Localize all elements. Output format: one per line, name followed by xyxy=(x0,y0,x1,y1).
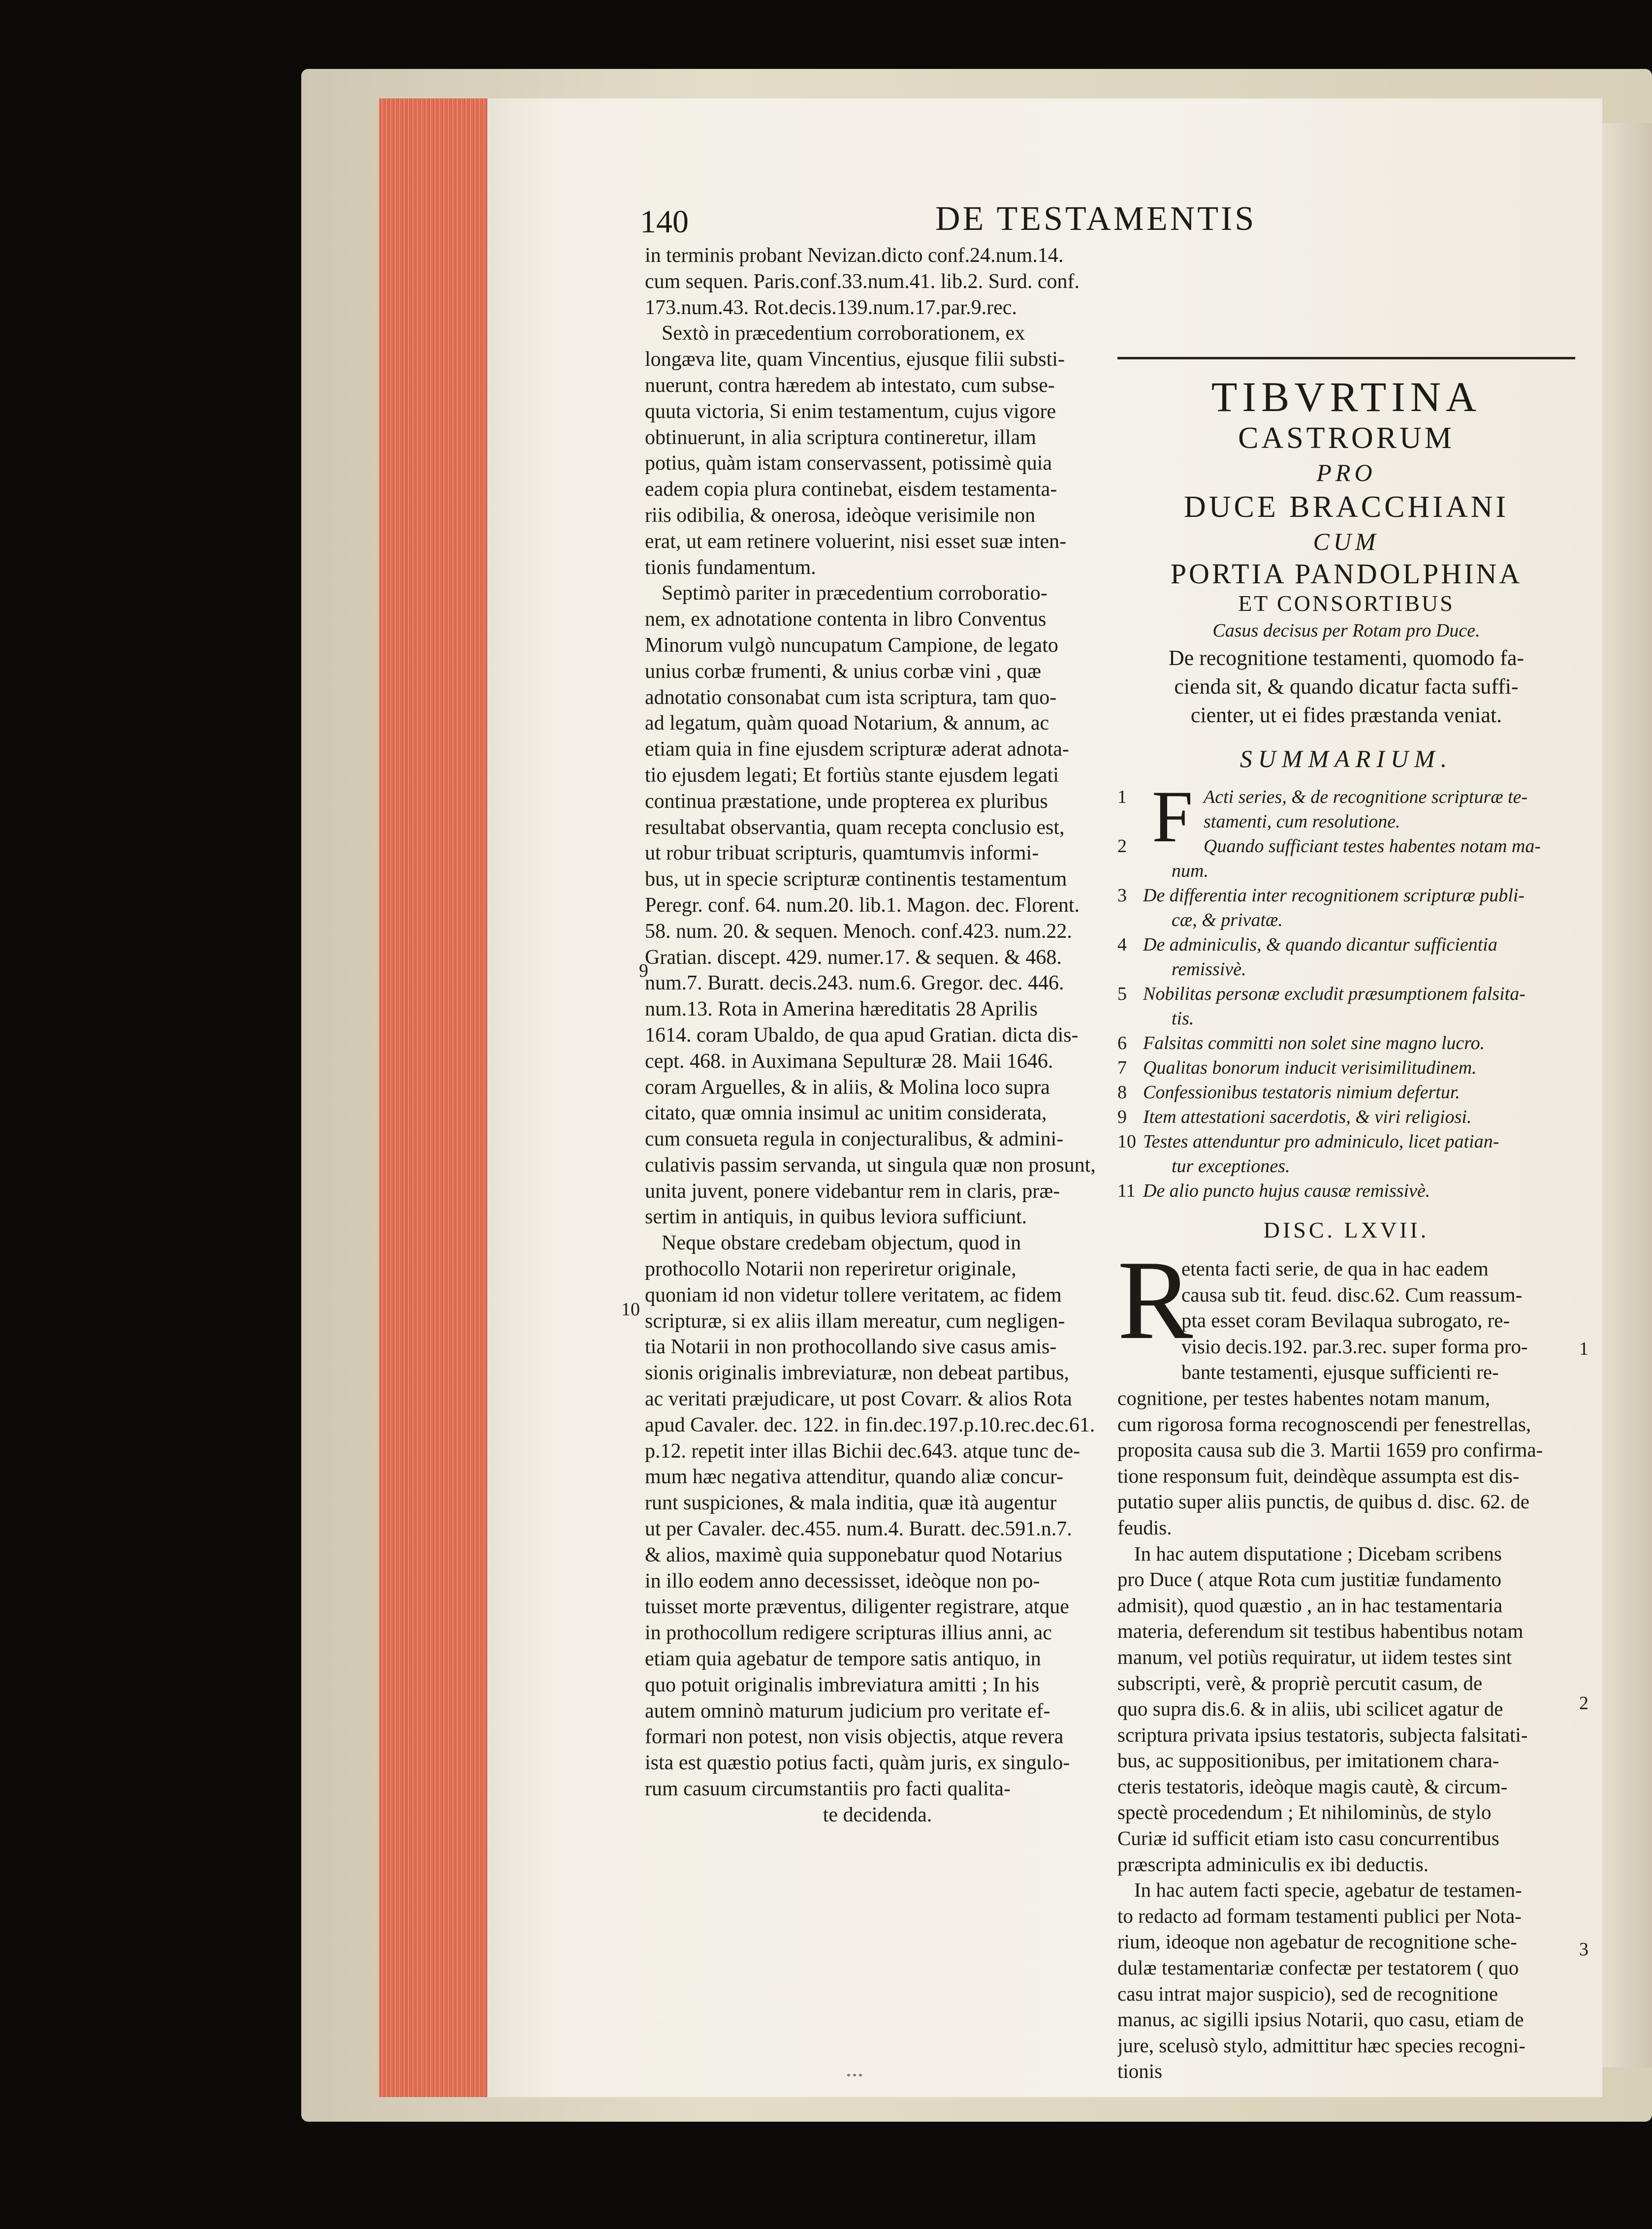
text-line: & alios, maximè quia supponebatur quod Notarius xyxy=(645,1543,1063,1566)
margin-number: 10 xyxy=(621,1299,640,1320)
text-line: Peregr. conf. 64. num.20. lib.1. Magon. dec. Florent. xyxy=(645,893,1080,917)
summary-text: tis. xyxy=(1172,1008,1194,1029)
text-line: scripturæ, si ex aliis illam mereatur, cum negligen- xyxy=(645,1309,1065,1333)
text-line: runt suspiciones, & mala inditia, quæ ità augentur xyxy=(645,1492,1057,1515)
summary-number: 6 xyxy=(1117,1033,1127,1053)
summary-number: 10 xyxy=(1117,1131,1136,1152)
summary-item xyxy=(1117,1031,1575,1055)
text-line: manum, vel potiùs requiratur, ut iidem testes sint xyxy=(1117,1645,1512,1668)
lead-line: De recognitione testamenti, quomodo fa- xyxy=(1168,646,1525,670)
text-line: rium, ideoque non agebatur de recognitione sche- xyxy=(1117,1930,1517,1953)
text-line: quuta victoria, Si enim testamentum, cujus vigore xyxy=(645,400,1056,423)
summary-text: stamenti, cum resolutione. xyxy=(1204,811,1400,832)
text-line: ista est quæstio potius facti, quàm juris, ex singulo- xyxy=(645,1751,1070,1775)
summary-item xyxy=(1117,1154,1575,1178)
text-line: In hac autem facti specie, agebatur de testamen- xyxy=(1134,1879,1522,1902)
drop-cap: R xyxy=(1117,1237,1193,1363)
text-line: scriptura privata ipsius testatoris, subjecta falsitati- xyxy=(1117,1723,1528,1746)
text-line: ut per Cavaler. dec.455. num.4. Buratt. dec.591.n.7. xyxy=(645,1518,1072,1541)
text-line: nem, ex adnotatione contenta in libro Conventus xyxy=(645,608,1047,631)
text-line: bus, ut in specie scripturæ continentis testamentum xyxy=(645,868,1067,891)
text-line: cteris testatoris, ideòque magis cautè, & circum- xyxy=(1117,1775,1508,1798)
text-line: unita juvent, ponere videbantur rem in claris, præ- xyxy=(645,1179,1060,1203)
text-line: 1614. coram Ubaldo, de qua apud Gratian. dicta dis- xyxy=(645,1023,1079,1047)
summary-number: 1 xyxy=(1117,787,1127,807)
summary-item xyxy=(1117,1006,1575,1031)
text-line: erat, ut eam retinere voluerint, nisi esset suæ inten- xyxy=(645,530,1067,553)
text-line: Neque obstare credebam objectum, quod in xyxy=(662,1232,1021,1255)
summary-number: 8 xyxy=(1117,1082,1127,1103)
text-line: proposita causa sub die 3. Martii 1659 pro confirma- xyxy=(1117,1438,1543,1462)
summary-number: 2 xyxy=(1117,836,1127,857)
summary-text: Confessionibus testatoris nimium defertur. xyxy=(1143,1082,1460,1103)
right-column xyxy=(1117,224,1575,2084)
case-lead xyxy=(1117,644,1575,730)
text-line: tione responsum fuit, deindèque assumpta est dis- xyxy=(1117,1464,1520,1487)
summary-text: De adminiculis, & quando dicantur sufficientia xyxy=(1143,934,1497,955)
summary-item xyxy=(1117,957,1575,982)
text-line: apud Cavaler. dec. 122. in fin.dec.197.p.10.rec.dec.61. xyxy=(645,1413,1095,1436)
text-line: num.13. Rota in Amerina hæreditatis 28 Aprilis xyxy=(645,998,1038,1021)
text-line: formari non potest, non visis objectis, atque revera xyxy=(645,1725,1064,1749)
summary-text: Acti series, & de recognitione scripturæ te- xyxy=(1204,787,1528,807)
text-line: in terminis probant Nevizan.dicto conf.24.num.14. xyxy=(645,244,1064,267)
summary-item xyxy=(1117,883,1575,908)
text-line: Septimò pariter in præcedentium corroboratio- xyxy=(662,582,1048,605)
text-line: obtinuerunt, in alia scriptura contineretur, illam xyxy=(645,426,1036,449)
summary-number: 11 xyxy=(1117,1180,1136,1201)
title-line: CUM xyxy=(1313,528,1380,555)
text-line: ad legatum, quàm quoad Notarium, & annum, ac xyxy=(645,712,1049,735)
text-line: feudis. xyxy=(1117,1516,1172,1539)
lead-line: cienda sit, & quando dicatur facta suffi- xyxy=(1174,674,1519,699)
summary-text: Item attestationi sacerdotis, & viri religiosi. xyxy=(1143,1107,1472,1127)
text-line: quo potuit originalis imbreviatura amitti ; In his xyxy=(645,1673,1040,1696)
summary-text: Qualitas bonorum inducit verisimilitudinem. xyxy=(1143,1057,1477,1078)
title-line: PORTIA PANDOLPHINA xyxy=(1170,558,1523,590)
summary-item xyxy=(1117,785,1575,809)
text-line: ac veritati præjudicare, ut post Covarr. & alios Rota xyxy=(645,1388,1072,1411)
text-line: eadem copia plura continebat, eisdem testamenta- xyxy=(645,478,1057,501)
text-line: te decidenda. xyxy=(823,1803,932,1826)
text-line: spectè procedendum ; Et nihilominùs, de stylo xyxy=(1117,1801,1492,1824)
text-line: rum casuum circumstantiis pro facti qualita- xyxy=(645,1778,1011,1801)
summary-list xyxy=(1117,776,1575,1203)
summary-item xyxy=(1117,809,1575,834)
text-line: continua præstatione, unde propterea ex pluribus xyxy=(645,790,1048,813)
summary-text: Nobilitas personæ excludit præsumptionem falsita- xyxy=(1143,984,1525,1004)
text-line: cept. 468. in Auximana Sepulturæ 28. Maii 1646. xyxy=(645,1050,1053,1073)
text-line: riis odibilia, & onerosa, ideòque verisimile non xyxy=(645,504,1036,527)
text-line: admisit), quod quæstio , an in hac testamentaria xyxy=(1117,1593,1503,1617)
summary-item xyxy=(1117,1105,1575,1129)
text-line: prothocollo Notarii non reperiretur originale, xyxy=(645,1258,1017,1281)
text-line: potius, quàm istam conservassent, potissimè quia xyxy=(645,452,1052,475)
summary-item xyxy=(1117,1129,1575,1154)
summary-number: 7 xyxy=(1117,1057,1127,1078)
text-line: tionis fundamentum. xyxy=(645,556,816,579)
title-line: DUCE BRACCHIANI xyxy=(1183,490,1509,524)
end-ornament: * * * xyxy=(847,2072,862,2081)
column-rule xyxy=(1117,357,1575,364)
text-line: causa sub tit. feud. disc.62. Cum reassum- xyxy=(1181,1283,1523,1306)
text-line: Sextò in præcedentium corroborationem, ex xyxy=(662,322,1025,345)
text-line: manus, ac sigilli ipsius Notarii, quo casu, etiam de xyxy=(1117,2008,1524,2031)
summary-number: 9 xyxy=(1117,1107,1127,1127)
summary-text: Quando sufficiant testes habentes notam ma- xyxy=(1204,836,1541,857)
margin-number: 9 xyxy=(639,960,648,981)
disc-heading: DISC. LXVII. xyxy=(1263,1217,1430,1242)
text-line: In hac autem disputatione ; Dicebam scribens xyxy=(1134,1542,1502,1565)
text-line: nuerunt, contra hæredem ab intestato, cum subse- xyxy=(645,374,1055,397)
text-line: in illo eodem anno decessisset, ideòque non po- xyxy=(645,1569,1040,1592)
summary-text: Testes attenduntur pro adminiculo, licet patian- xyxy=(1143,1131,1499,1152)
text-line: unius corbæ frumenti, & unius corbæ vini , quæ xyxy=(645,660,1041,683)
case-title xyxy=(1117,373,1575,644)
summary-heading: SUMMARIUM. xyxy=(1239,745,1453,772)
disc-body xyxy=(1117,1237,1575,2084)
text-line: coram Arguelles, & in aliis, & Molina loco supra xyxy=(645,1076,1050,1099)
text-line: pta esset coram Bevilaqua subrogato, re- xyxy=(1181,1309,1510,1332)
title-line: CASTRORUM xyxy=(1238,421,1455,455)
summary-text: De differentia inter recognitionem scripturæ publi- xyxy=(1143,885,1525,906)
title-line: Casus decisus per Rotam pro Duce. xyxy=(1212,620,1480,641)
text-line: casu intrat major suspicio), sed de recognitione xyxy=(1117,1982,1498,2005)
text-line: cum consueta regula in conjecturalibus, & admini- xyxy=(645,1128,1064,1151)
summary-item xyxy=(1117,908,1575,932)
text-line: autem omninò maturum judicium pro veritate ef- xyxy=(645,1699,1050,1722)
text-line: etiam quia agebatur de tempore satis antiquo, in xyxy=(645,1648,1041,1671)
text-line: etenta facti serie, de qua in hac eadem xyxy=(1181,1257,1489,1280)
summary-text: Falsitas committi non solet sine magno lucro. xyxy=(1143,1033,1485,1053)
text-line: resultabat observantia, quam recepta conclusio est, xyxy=(645,816,1065,839)
text-line: etiam quia in fine ejusdem scripturæ aderat adnota- xyxy=(645,738,1069,761)
text-line: pro Duce ( atque Rota cum justitiæ fundamento xyxy=(1117,1568,1501,1591)
title-line: ET CONSORTIBUS xyxy=(1238,591,1455,616)
summary-number: 5 xyxy=(1117,984,1127,1004)
summary-number: 3 xyxy=(1117,885,1127,906)
text-line: 173.num.43. Rot.decis.139.num.17.par.9.rec. xyxy=(645,296,1017,319)
text-line: tio ejusdem legati; Et fortiùs stante ejusdem legati xyxy=(645,764,1059,787)
summary-number: 4 xyxy=(1117,934,1127,955)
text-line: jure, scelusò stylo, admittitur hæc species recogni- xyxy=(1117,2034,1525,2057)
summary-text: cæ, & privatæ. xyxy=(1172,910,1283,930)
text-line: cognitione, per testes habentes notam manum, xyxy=(1117,1386,1491,1409)
book-page xyxy=(487,98,1602,2097)
text-line: 58. num. 20. & sequen. Menoch. conf.423. num.22. xyxy=(645,920,1072,943)
text-line: in prothocollum redigere scripturas illius anni, ac xyxy=(645,1622,1052,1645)
text-line: to redacto ad formam testamenti publici per Nota- xyxy=(1117,1904,1522,1927)
text-line: tuisset morte præventus, diligenter registrare, atque xyxy=(645,1595,1069,1619)
text-line: quoniam id non videtur tollere veritatem, ac fidem xyxy=(645,1283,1062,1306)
summary-drop-cap: F xyxy=(1152,776,1193,858)
margin-number: 2 xyxy=(1579,1693,1588,1714)
text-line: dulæ testamentariæ confectæ per testatorem ( quo xyxy=(1117,1956,1519,1979)
text-line: tia Notarii in non prothocollando sive casus amis- xyxy=(645,1336,1057,1359)
summary-text: remissivè. xyxy=(1172,959,1246,980)
text-line: materia, deferendum sit testibus habentibus notam xyxy=(1117,1620,1524,1643)
summary-item xyxy=(1117,859,1575,883)
summary-text: num. xyxy=(1172,860,1208,881)
page-number: 140 xyxy=(640,204,689,240)
text-line: bus, ac suppositionibus, per imitationem chara- xyxy=(1117,1749,1499,1772)
title-line: TIBVRTINA xyxy=(1211,373,1482,420)
text-line: citato, quæ omnia insimul ac unitim considerata, xyxy=(645,1102,1047,1125)
text-line: putatio super aliis punctis, de quibus d. disc. 62. de xyxy=(1117,1490,1529,1513)
text-line: tionis xyxy=(1117,2060,1163,2083)
summary-item xyxy=(1117,1178,1575,1203)
text-line: adnotatio consonabat cum ista scriptura, tam quo- xyxy=(645,686,1057,709)
left-column xyxy=(645,243,1110,1828)
text-line: ut robur tribuat scripturis, quamtumvis informi- xyxy=(645,842,1039,865)
margin-number: 3 xyxy=(1579,1939,1588,1960)
margin-number: 1 xyxy=(1579,1338,1588,1359)
summary-item xyxy=(1117,834,1575,859)
running-title: DE TESTAMENTIS xyxy=(935,200,1257,238)
summary-item xyxy=(1117,932,1575,957)
text-line: num.7. Buratt. decis.243. num.6. Gregor. dec. 446. xyxy=(645,972,1064,995)
text-line: culativis passim servanda, ut singula quæ non prosunt, xyxy=(645,1153,1096,1177)
text-line: visio decis.192. par.3.rec. super forma pro- xyxy=(1181,1335,1528,1358)
text-line: sertim in antiquis, in quibus leviora sufficiunt. xyxy=(645,1206,1027,1229)
text-line: p.12. repetit inter illas Bichii dec.643. atque tunc de- xyxy=(645,1439,1080,1463)
text-line: cum sequen. Paris.conf.33.num.41. lib.2. Surd. conf. xyxy=(645,270,1080,293)
text-line: cum rigorosa forma recognoscendi per fenestrellas, xyxy=(1117,1412,1531,1435)
text-line: quo supra dis.6. & in aliis, ubi scilicet agatur de xyxy=(1117,1697,1503,1720)
title-line: PRO xyxy=(1316,459,1376,486)
summary-text: tur exceptiones. xyxy=(1172,1156,1290,1177)
text-line: Curiæ id sufficit etiam isto casu concurrentibus xyxy=(1117,1827,1499,1850)
text-line: præscripta adminiculis ex ibi deductis. xyxy=(1117,1852,1429,1876)
text-line: longæva lite, quam Vincentius, ejusque filii substi- xyxy=(645,348,1065,371)
summary-item xyxy=(1117,1080,1575,1105)
text-line: Gratian. discept. 429. numer.17. & sequen. & 468. xyxy=(645,946,1062,969)
text-line: bante testamenti, ejusque sufficienti re- xyxy=(1181,1361,1499,1384)
lead-line: cienter, ut ei fides præstanda veniat. xyxy=(1190,703,1502,727)
red-page-edges xyxy=(379,98,488,2097)
summary-text: De alio puncto hujus causæ remissivè. xyxy=(1143,1180,1430,1201)
text-line: Minorum vulgò nuncupatum Campione, de legato xyxy=(645,634,1058,657)
text-line: sionis originalis imbreviaturæ, non debeat partibus, xyxy=(645,1362,1070,1385)
text-line: mum hæc negativa attenditur, quando aliæ concur- xyxy=(645,1465,1064,1489)
text-line: subscripti, verè, & propriè percutit casum, de xyxy=(1117,1671,1483,1694)
summary-item xyxy=(1117,1055,1575,1080)
summary-item xyxy=(1117,982,1575,1006)
